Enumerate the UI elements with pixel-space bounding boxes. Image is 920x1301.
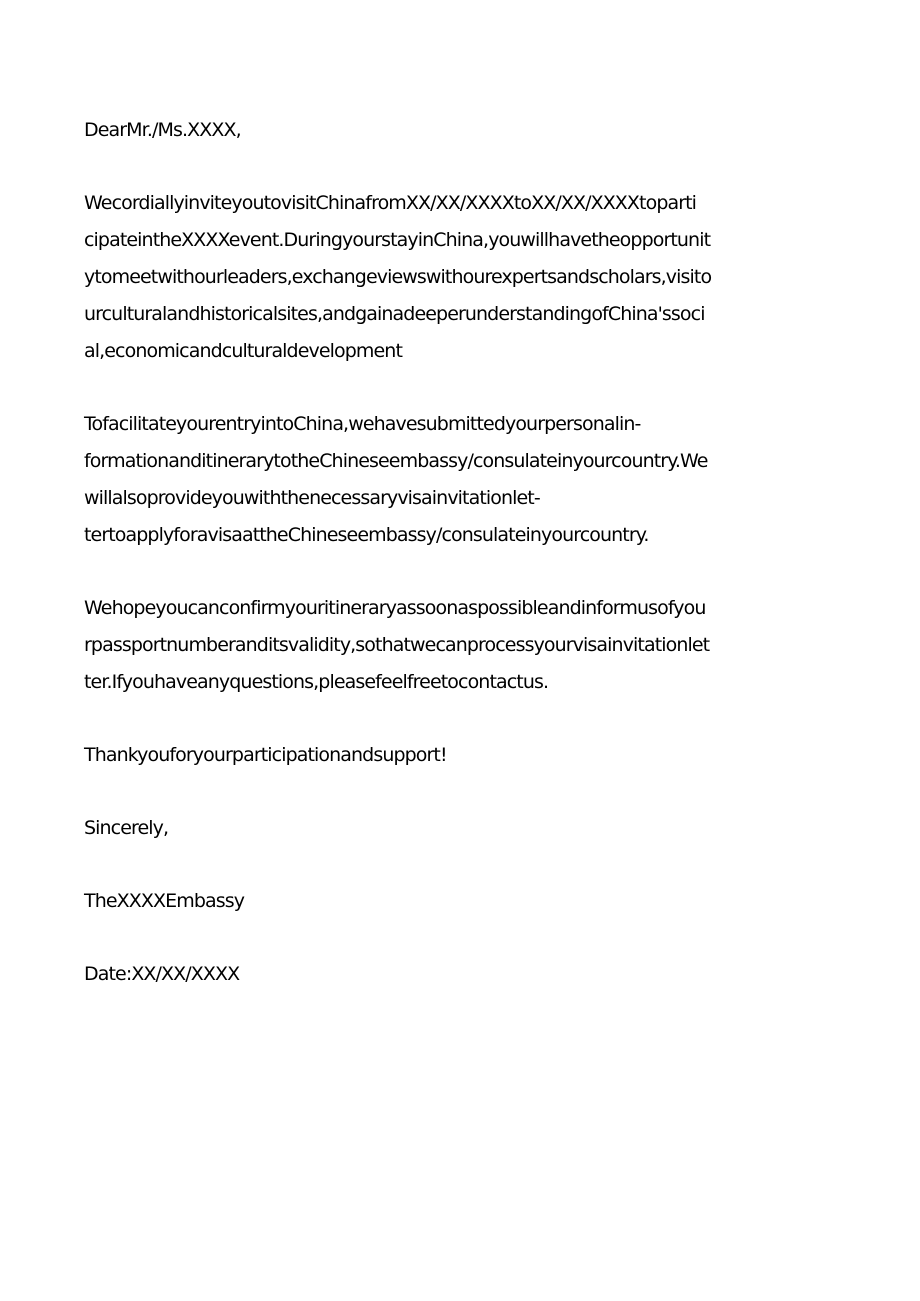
salutation: DearMr./Ms.XXXX, [84, 119, 241, 141]
paragraph-line: WecordiallyinviteyoutovisitChinafromXX/XX/XXXXtoXX/XX/XXXXtoparti [84, 192, 697, 214]
paragraph-gap [84, 149, 834, 185]
paragraph-gap [84, 701, 834, 737]
paragraph-invitation [84, 185, 834, 370]
paragraph-line: al,economicandculturaldevelopment [84, 340, 402, 362]
signature-line: TheXXXXEmbassy [84, 890, 245, 912]
paragraph-line: ter.Ifyouhaveanyquestions,pleasefeelfreetocontactus. [84, 671, 549, 693]
paragraph-gap [84, 774, 834, 810]
date-line: Date:XX/XX/XXXX [84, 963, 240, 985]
paragraph-gap [84, 554, 834, 590]
paragraph-gap [84, 847, 834, 883]
closing-line: Sincerely, [84, 817, 169, 839]
thanks-line: Thankyouforyourparticipationandsupport! [84, 744, 447, 766]
paragraph-line: tertoapplyforavisaattheChineseembassy/consulateinyourcountry. [84, 524, 649, 546]
paragraph-gap [84, 370, 834, 406]
paragraph-gap [84, 920, 834, 956]
paragraph-line: formationanditinerarytotheChineseembassy/consulateinyourcountry.We [84, 450, 708, 472]
paragraph-line: rpassportnumberanditsvalidity,sothatwecanprocessyourvisainvitationlet [84, 634, 710, 656]
paragraph-line: ytomeetwithourleaders,exchangeviewswithourexpertsandscholars,visito [84, 266, 712, 288]
paragraph-confirmation [84, 590, 834, 701]
paragraph-line: TofacilitateyourentryintoChina,wehavesubmittedyourpersonalin- [84, 413, 641, 435]
letter-body [84, 112, 834, 993]
paragraph-entry [84, 406, 834, 554]
paragraph-line: urculturalandhistoricalsites,andgainadeeperunderstandingofChina'ssoci [84, 303, 705, 325]
paragraph-line: willalsoprovideyouwiththenecessaryvisainvitationlet- [84, 487, 540, 509]
paragraph-line: cipateintheXXXXevent.DuringyourstayinChina,youwillhavetheopportunit [84, 229, 711, 251]
paragraph-line: Wehopeyoucanconfirmyouritineraryassoonaspossibleandinformusofyou [84, 597, 706, 619]
